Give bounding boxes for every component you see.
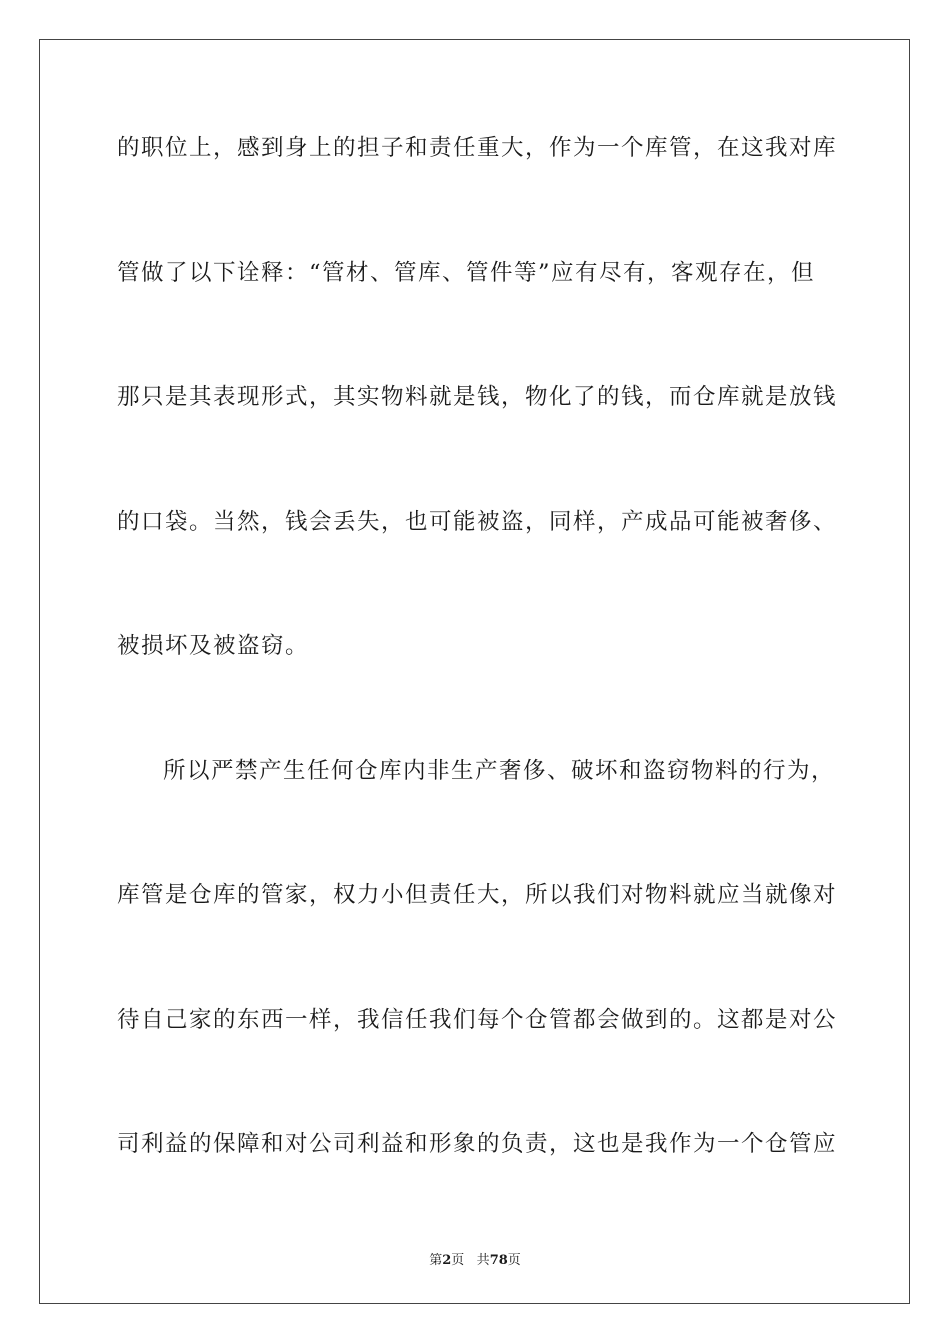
paragraph-line-8: 待自己家的东西一样，我信任我们每个仓管都会做到的。这都是对公 <box>117 1007 838 1033</box>
paragraph-line-5: 被损坏及被盗窃。 <box>117 633 310 659</box>
paragraph-line-3: 那只是其表现形式，其实物料就是钱，物化了的钱，而仓库就是放钱 <box>117 384 838 410</box>
page-footer <box>0 1249 950 1268</box>
paragraph-line-6: 所以严禁产生任何仓库内非生产奢侈、破坏和盗窃物料的行为， <box>163 758 836 784</box>
paragraph-line-4: 的口袋。当然，钱会丢失，也可能被盗，同样，产成品可能被奢侈、 <box>117 509 838 535</box>
paragraph-line-2: 管做了以下诠释：“管材、管库、管件等”应有尽有，客观存在，但 <box>117 260 816 286</box>
paragraph-line-9: 司利益的保障和对公司利益和形象的负责，这也是我作为一个仓管应 <box>117 1131 838 1157</box>
page-border <box>39 39 910 1304</box>
paragraph-line-1: 的职位上，感到身上的担子和责任重大，作为一个库管，在这我对库 <box>117 135 838 161</box>
footer-total-prefix: 共 <box>476 1253 490 1268</box>
footer-page-prefix: 第 <box>429 1253 443 1268</box>
paragraph-line-7: 库管是仓库的管家，权力小但责任大，所以我们对物料就应当就像对 <box>117 882 838 908</box>
footer-total-suffix: 页 <box>507 1253 521 1268</box>
footer-page-number: 2 <box>442 1253 452 1268</box>
footer-total-pages: 78 <box>489 1253 508 1268</box>
footer-page-suffix: 页 <box>451 1253 465 1268</box>
